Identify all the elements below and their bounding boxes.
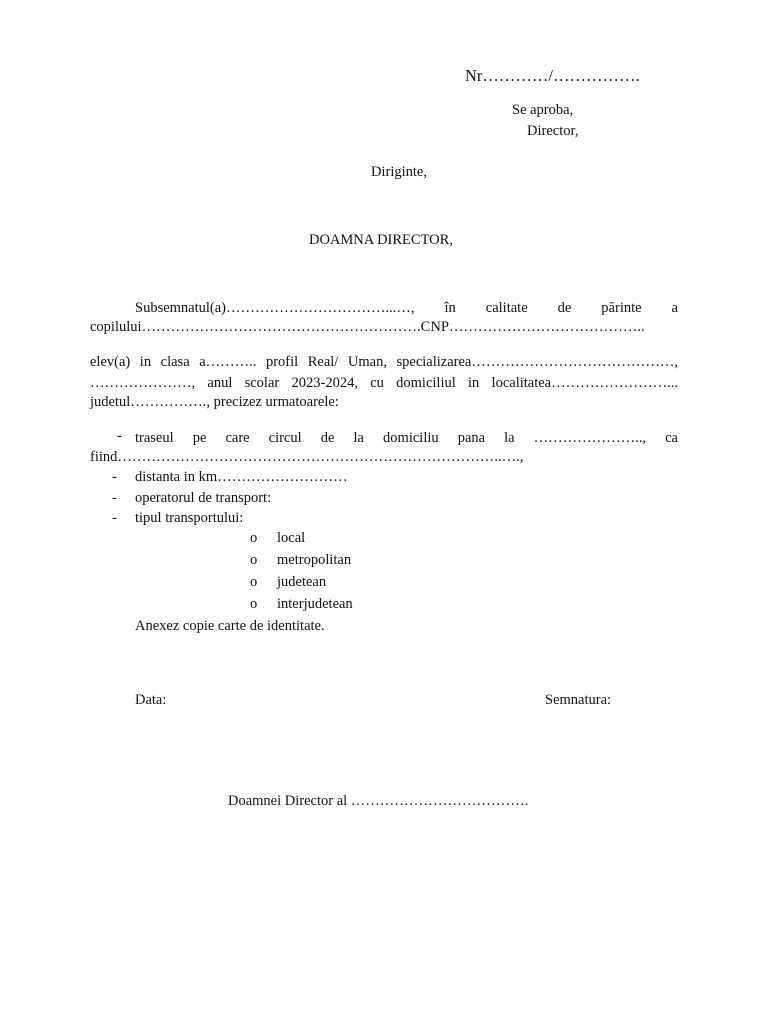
approval-label: Se aproba, [512,102,574,118]
director-label: Director, [527,123,579,139]
list-item-distance: distanta in km……………………… [135,469,348,485]
document-title: DOAMNA DIRECTOR, [309,232,453,248]
bullet-marker: o [250,596,258,612]
registration-number: Nr…………/……………. [465,66,640,85]
transport-option-interjudetean: interjudetean [277,596,353,612]
paragraph-1-line-2: copilului………………………………………………….CNP………………………………….. [90,319,645,335]
list-item-operator: operatorul de transport: [135,490,272,506]
dash-marker: - [112,469,117,485]
list-item-transport-type: tipul transportului: [135,510,244,526]
transport-option-metropolitan: metropolitan [277,552,352,568]
date-label: Data: [135,692,167,708]
bullet-marker: o [250,552,258,568]
diriginte-label: Diriginte, [371,164,427,180]
bullet-marker: o [250,530,258,546]
signature-label: Semnatura: [545,692,612,708]
annex-note: Anexez copie carte de identitate. [135,618,325,634]
paragraph-1-line-1: Subsemnatul(a)……………………………...…, în calitate de părinte a [135,300,678,316]
paragraph-2-line-1: elev(a) in clasa a……….. profil Real/ Uman, specializarea……………………………………, [90,354,678,370]
route-line-2: fiind……………………………………………………………………..…., [90,449,524,465]
transport-option-local: local [277,530,306,546]
dash-marker: - [117,428,122,444]
paragraph-2-line-2: …………………, anul scolar 2023-2024, cu domiciliul in localitatea……………………... [90,375,678,391]
addressee-line: Doamnei Director al ………………………………. [228,793,529,809]
bullet-marker: o [250,574,258,590]
transport-option-judetean: judetean [277,574,327,590]
dash-marker: - [112,510,117,526]
dash-marker: - [112,490,117,506]
route-line-1: traseul pe care circul de la domiciliu pana la ………………….., ca [135,430,678,446]
paragraph-2-line-3: judetul……………., precizez urmatoarele: [90,394,339,410]
